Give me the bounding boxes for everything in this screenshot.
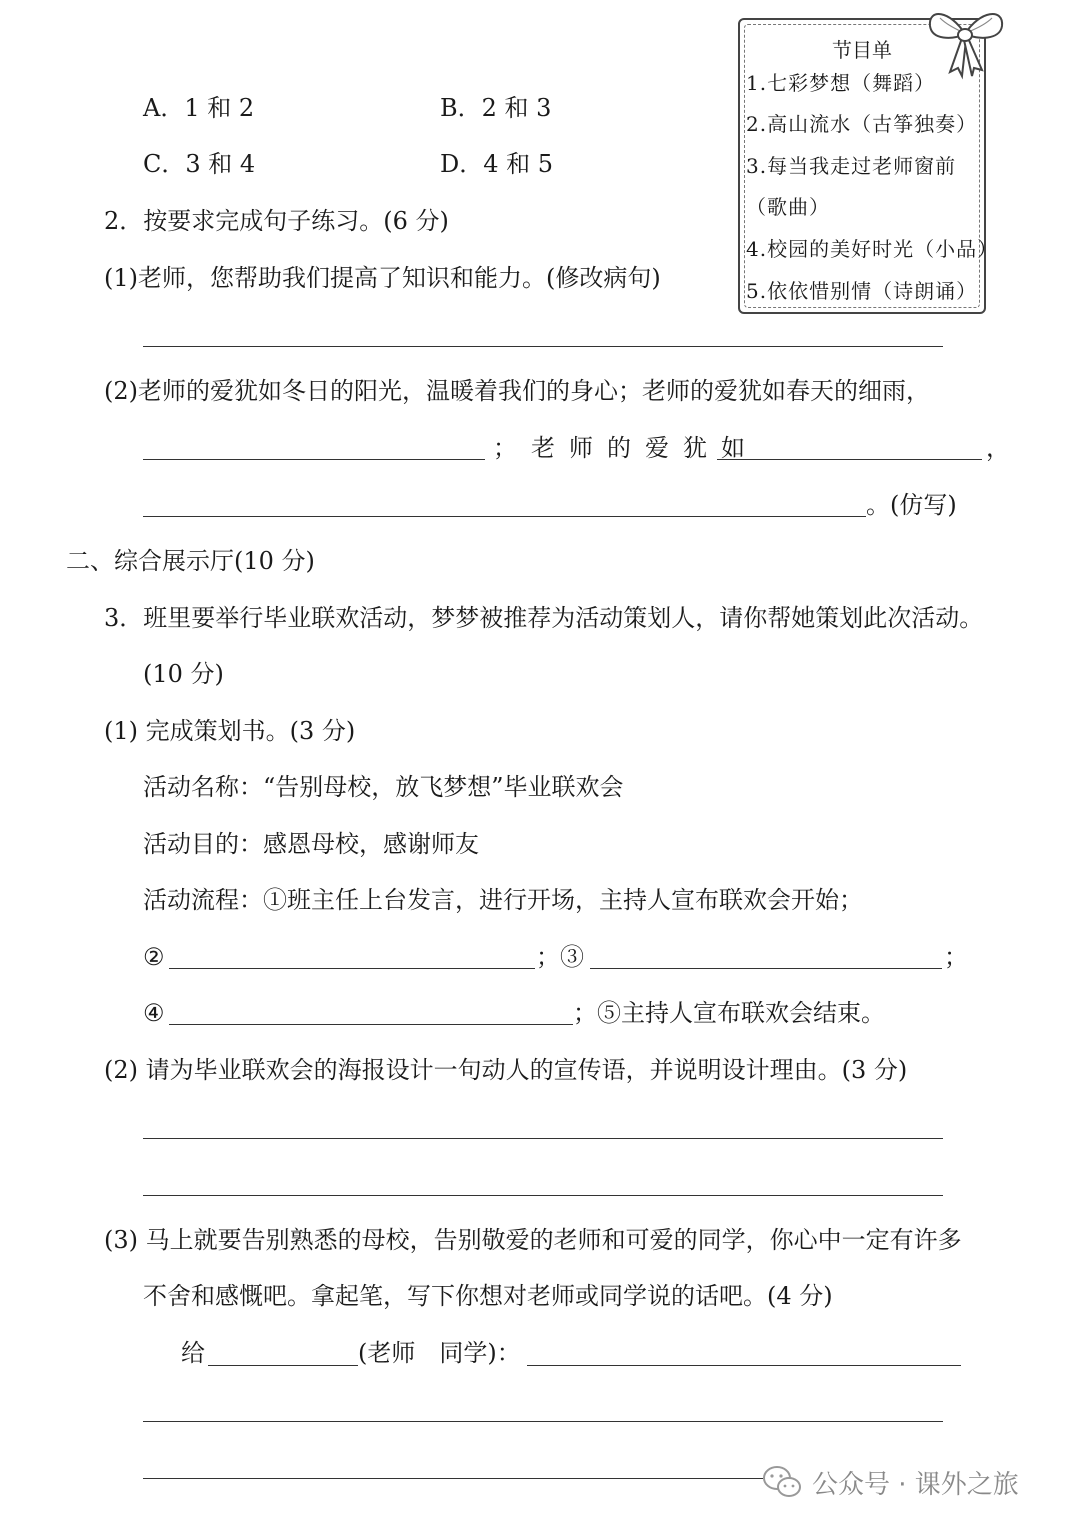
- answer-line[interactable]: [143, 1421, 943, 1422]
- step-3-end: ；: [944, 943, 968, 971]
- question-3-heading: 3．班里要举行毕业联欢活动，梦梦被推荐为活动策划人，请你帮她策划此次活动。: [104, 604, 984, 632]
- wechat-icon: [762, 1465, 802, 1499]
- question-3-sub2: (2) 请为毕业联欢会的海报设计一句动人的宣传语，并说明设计理由。(3 分): [104, 1056, 908, 1084]
- program-item: 5.依依惜别情（诗朗诵）: [746, 279, 978, 303]
- step-4-marker: ④: [143, 999, 165, 1027]
- question-3-sub3-line1: (3) 马上就要告别熟悉的母校，告别敬爱的老师和可爱的同学，你心中一定有许多: [104, 1226, 962, 1254]
- answer-line[interactable]: [143, 1195, 943, 1196]
- answer-line[interactable]: [590, 968, 942, 969]
- question-2-heading: 2．按要求完成句子练习。(6 分): [104, 207, 449, 235]
- question-3-sub1: (1) 完成策划书。(3 分): [104, 717, 356, 745]
- activity-name: 活动名称：“告别母校，放飞梦想”毕业联欢会: [143, 773, 624, 801]
- watermark: [762, 1462, 1019, 1502]
- answer-line[interactable]: [208, 1365, 358, 1366]
- question-2-sub2-comma: ，: [986, 434, 1010, 462]
- question-2-sub1: (1)老师，您帮助我们提高了知识和能力。(修改病句): [104, 264, 661, 292]
- step-2-marker: ②: [143, 943, 165, 971]
- to-options: (老师 同学)：: [358, 1339, 521, 1367]
- section-2-heading: 二、综合展示厅(10 分): [66, 547, 315, 575]
- program-item: 1.七彩梦想（舞蹈）: [746, 71, 936, 95]
- question-2-sub2-end: 。(仿写): [866, 491, 957, 519]
- activity-purpose: 活动目的：感恩母校，感谢师友: [143, 830, 479, 858]
- program-item: （歌曲）: [746, 195, 830, 219]
- program-item: 4.校园的美好时光（小品）: [746, 237, 999, 261]
- activity-flow: 活动流程：①班主任上台发言，进行开场，主持人宣布联欢会开始；: [143, 886, 863, 914]
- question-3-score: (10 分): [143, 660, 224, 688]
- option-a: A．1 和 2: [143, 94, 255, 122]
- watermark-text: 公众号 · 课外之旅: [812, 1469, 1019, 1500]
- ribbon-bow-icon: [920, 0, 1010, 80]
- step-3-marker: ；③: [536, 943, 584, 971]
- answer-line[interactable]: [169, 968, 535, 969]
- option-b: B．2 和 3: [440, 94, 552, 122]
- answer-line[interactable]: [717, 459, 982, 460]
- to-label: 给: [181, 1339, 205, 1367]
- answer-line[interactable]: [143, 516, 866, 517]
- question-3-sub3-line2: 不舍和感慨吧。拿起笔，写下你想对老师或同学说的话吧。(4 分): [143, 1282, 833, 1310]
- step-5: ；⑤主持人宣布联欢会结束。: [573, 999, 885, 1027]
- answer-line[interactable]: [527, 1365, 961, 1366]
- option-c: C．3 和 4: [143, 150, 256, 178]
- answer-line[interactable]: [143, 1478, 763, 1479]
- answer-line[interactable]: [143, 459, 485, 460]
- question-2-sub2: (2)老师的爱犹如冬日的阳光，温暖着我们的身心；老师的爱犹如春天的细雨，: [104, 377, 930, 405]
- question-2-sub2-mid: ；老师的爱犹如: [493, 434, 759, 462]
- program-item: 2.高山流水（古筝独奏）: [746, 112, 978, 136]
- option-d: D．4 和 5: [440, 150, 554, 178]
- answer-line[interactable]: [143, 1138, 943, 1139]
- answer-line[interactable]: [169, 1024, 573, 1025]
- program-card-title: 节目单: [832, 38, 892, 62]
- answer-line[interactable]: [143, 346, 943, 347]
- program-item: 3.每当我走过老师窗前: [746, 154, 957, 178]
